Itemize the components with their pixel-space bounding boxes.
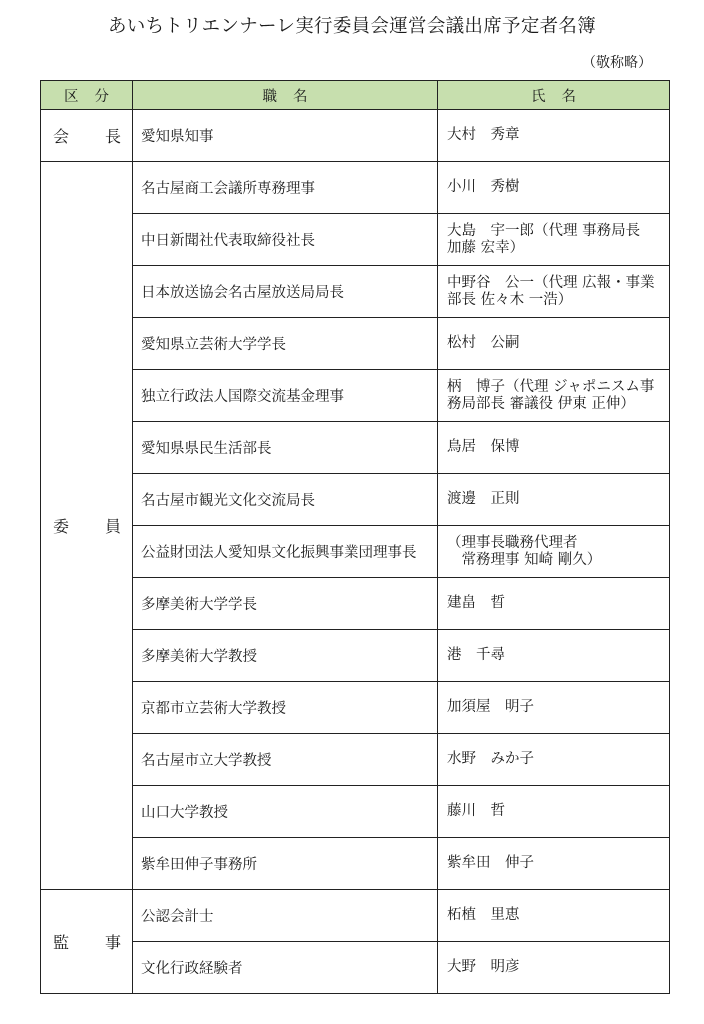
- category-chair: 会 長: [41, 110, 133, 162]
- position-cell: 中日新聞社代表取締役社長: [133, 214, 438, 266]
- header-position: 職 名: [133, 81, 438, 110]
- position-cell: 名古屋市観光文化交流局長: [133, 474, 438, 526]
- position-cell: 愛知県知事: [133, 110, 438, 162]
- header-category: 区 分: [41, 81, 133, 110]
- table-row: [41, 890, 670, 942]
- table-row: [41, 370, 670, 422]
- name-cell: 大島 宇一郎（代理 事務局長 加藤 宏幸）: [438, 214, 670, 266]
- name-cell: 加須屋 明子: [438, 682, 670, 734]
- name-cell: 中野谷 公一（代理 広報・事業 部長 佐々木 一浩）: [438, 266, 670, 318]
- position-cell: 文化行政経験者: [133, 942, 438, 994]
- name-cell: （理事長職務代理者 常務理事 知崎 剛久）: [438, 526, 670, 578]
- name-cell: 柄 博子（代理 ジャポニスム事 務局部長 審議役 伊東 正伸）: [438, 370, 670, 422]
- position-cell: 公認会計士: [133, 890, 438, 942]
- position-cell: 公益財団法人愛知県文化振興事業団理事長: [133, 526, 438, 578]
- table-row: [41, 682, 670, 734]
- category-members: 委 員: [41, 162, 133, 890]
- header-name: 氏 名: [438, 81, 670, 110]
- table-row: [41, 318, 670, 370]
- table-row: [41, 734, 670, 786]
- table-row: [41, 266, 670, 318]
- name-cell: 水野 みか子: [438, 734, 670, 786]
- table-row: [41, 838, 670, 890]
- table-row: [41, 526, 670, 578]
- category-auditors: 監 事: [41, 890, 133, 994]
- header-row: [41, 81, 670, 110]
- document-title: あいちトリエンナーレ実行委員会運営会議出席予定者名簿: [107, 16, 597, 37]
- table-row: [41, 162, 670, 214]
- table-row: [41, 942, 670, 994]
- table-row: [41, 578, 670, 630]
- name-cell: 鳥居 保博: [438, 422, 670, 474]
- name-cell: 建畠 晢: [438, 578, 670, 630]
- name-cell: 松村 公嗣: [438, 318, 670, 370]
- name-cell: 大野 明彦: [438, 942, 670, 994]
- position-cell: 多摩美術大学学長: [133, 578, 438, 630]
- name-cell: 渡邊 正則: [438, 474, 670, 526]
- honorific-note: （敬称略）: [582, 55, 652, 71]
- table-row: [41, 110, 670, 162]
- position-cell: 紫牟田伸子事務所: [133, 838, 438, 890]
- table-row: [41, 474, 670, 526]
- table-row: [41, 630, 670, 682]
- position-cell: 愛知県県民生活部長: [133, 422, 438, 474]
- position-cell: 名古屋商工会議所専務理事: [133, 162, 438, 214]
- table-row: [41, 786, 670, 838]
- name-cell: 藤川 哲: [438, 786, 670, 838]
- name-cell: 大村 秀章: [438, 110, 670, 162]
- name-cell: 紫牟田 伸子: [438, 838, 670, 890]
- name-cell: 柘植 里恵: [438, 890, 670, 942]
- attendee-table: [40, 80, 670, 994]
- position-cell: 名古屋市立大学教授: [133, 734, 438, 786]
- name-cell: 港 千尋: [438, 630, 670, 682]
- position-cell: 多摩美術大学教授: [133, 630, 438, 682]
- position-cell: 日本放送協会名古屋放送局局長: [133, 266, 438, 318]
- position-cell: 愛知県立芸術大学学長: [133, 318, 438, 370]
- table-row: [41, 214, 670, 266]
- table-row: [41, 422, 670, 474]
- position-cell: 山口大学教授: [133, 786, 438, 838]
- position-cell: 京都市立芸術大学教授: [133, 682, 438, 734]
- position-cell: 独立行政法人国際交流基金理事: [133, 370, 438, 422]
- name-cell: 小川 秀樹: [438, 162, 670, 214]
